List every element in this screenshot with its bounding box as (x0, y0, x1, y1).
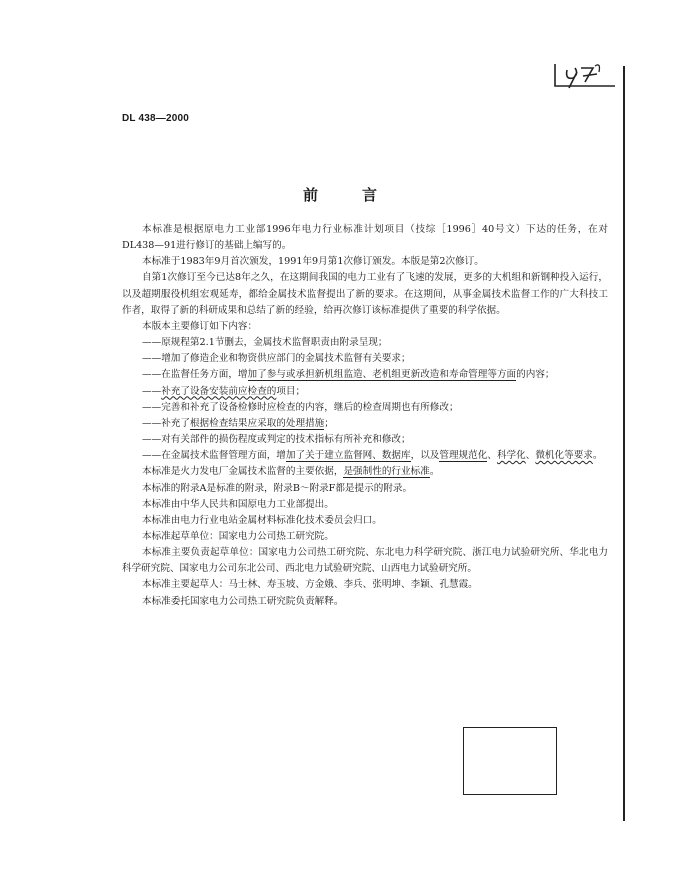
text-run: 本标准由电力行业电站金属材料标准化技术委员会归口。 (142, 514, 382, 526)
text-run: 。 (429, 466, 440, 478)
text-run: ——在金属技术监督管理方面，增 (142, 450, 286, 462)
text-run: 本标准于1983年9月首次颁发，1991年9月第1次修订颁发。本版是第2次修订。 (142, 256, 484, 268)
page-edge-rule (623, 66, 625, 821)
paragraph (122, 367, 608, 383)
document-code: DL 438—2000 (122, 113, 190, 124)
paragraph (122, 432, 608, 448)
text-run: 本版本主要修订如下内容： (142, 320, 258, 332)
paragraph (122, 222, 608, 254)
text-run: 。 (592, 450, 603, 462)
paragraph (122, 481, 608, 497)
section-title: 前言 (302, 186, 421, 204)
marked-phrase: 管理规范化 (439, 450, 488, 462)
marked-phrase: 加了参与或承担新机组监造、老机组更新改造和寿命管理等方面 (247, 369, 517, 381)
text-run: ——补充了 (142, 417, 190, 429)
text-run: 的内容； (516, 369, 555, 381)
paragraph (122, 497, 608, 513)
text-run: ； (324, 417, 334, 429)
paragraph (122, 400, 608, 416)
paragraph (122, 254, 608, 270)
paragraph (122, 319, 608, 335)
marked-phrase: 加了关于建立监督网、数据库 (285, 450, 411, 462)
paragraph (122, 384, 608, 400)
text-run: ——在监督任务方面，增 (142, 369, 248, 381)
paragraph (122, 529, 608, 545)
text-run: 、 (525, 450, 536, 462)
paragraph (122, 464, 608, 480)
paragraph (122, 270, 608, 318)
paragraph (122, 448, 608, 464)
marked-phrase: 补充了设备安装前应检查的 (161, 385, 277, 397)
paragraph (122, 577, 608, 593)
paragraph (122, 416, 608, 432)
text-run: 本标准的附录A是标准的附录，附录B～附录F都是提示的附录。 (142, 482, 413, 494)
marked-phrase: 是强制性的行业标准 (343, 466, 430, 478)
text-run: 本标准是火力发电厂金属技术监督的主要依据， (142, 466, 344, 478)
paragraph (122, 545, 608, 577)
paragraph (122, 594, 608, 610)
marked-phrase: 科学化 (496, 450, 526, 462)
text-run: 、 (487, 450, 497, 462)
text-run: ——完善和补充了设备检修时应检查的内容，继后的检查周期也有所修改； (142, 401, 459, 413)
text-run: 本标准是根据原电力工业部1996年电力行业标准计划项目（技综［1996］40号文）下达的任务，在对DL438—91进行修订的基础上编写的。 (122, 224, 608, 252)
text-run: 本标准主要起草人：马士林、寿玉坡、方金娥、李兵、张明坤、李颖、孔慧霞。 (142, 579, 478, 591)
marked-phrase: 根据检查结果应采取的处理措施 (189, 417, 325, 429)
handwritten-page-mark (553, 62, 623, 96)
text-run: 项目； (276, 385, 306, 397)
paragraph (122, 351, 608, 367)
paragraph (122, 513, 608, 529)
body-text (122, 222, 608, 610)
marked-phrase: 微机化等要求 (535, 450, 593, 462)
text-run: 自第1次修订至今已达8年之久，在这期间我国的电力工业有了飞速的发展，更多的大机组和新钢种投入运行，以及超期服役机组宏观延寿，都给金属技术监督提出了新的要求。在这期间，从事金属技术监督工作的广大科技工作者，取得了新的科研成果和总结了新的经验，给再次修订该标准提供了重要的科学依据。 (122, 272, 608, 316)
text-run: ——增加了修造企业和物资供应部门的金属技术监督有关要求； (142, 353, 411, 365)
text-run: 本标准主要负责起草单位：国家电力公司热工研究院、东北电力科学研究院、浙江电力试验研究所、华北电力科学研究院、国家电力公司东北公司、西北电力试验研究院、山西电力试验研究所。 (122, 547, 608, 575)
text-run: 本标准由中华人民共和国原电力工业部提出。 (142, 498, 334, 510)
text-run: —— (142, 385, 162, 397)
text-run: ——对有关部件的损伤程度或判定的技术指标有所补充和修改； (142, 434, 411, 446)
text-run: ——原规程第2.1节删去，金属技术监督职责由附录呈现； (142, 337, 388, 349)
text-run: ，以及 (410, 450, 440, 462)
paragraph (122, 335, 608, 351)
empty-stamp-box (463, 727, 557, 795)
text-run: 本标准起草单位：国家电力公司热工研究院。 (142, 530, 334, 542)
text-run: 本标准委托国家电力公司热工研究院负责解释。 (142, 595, 344, 607)
